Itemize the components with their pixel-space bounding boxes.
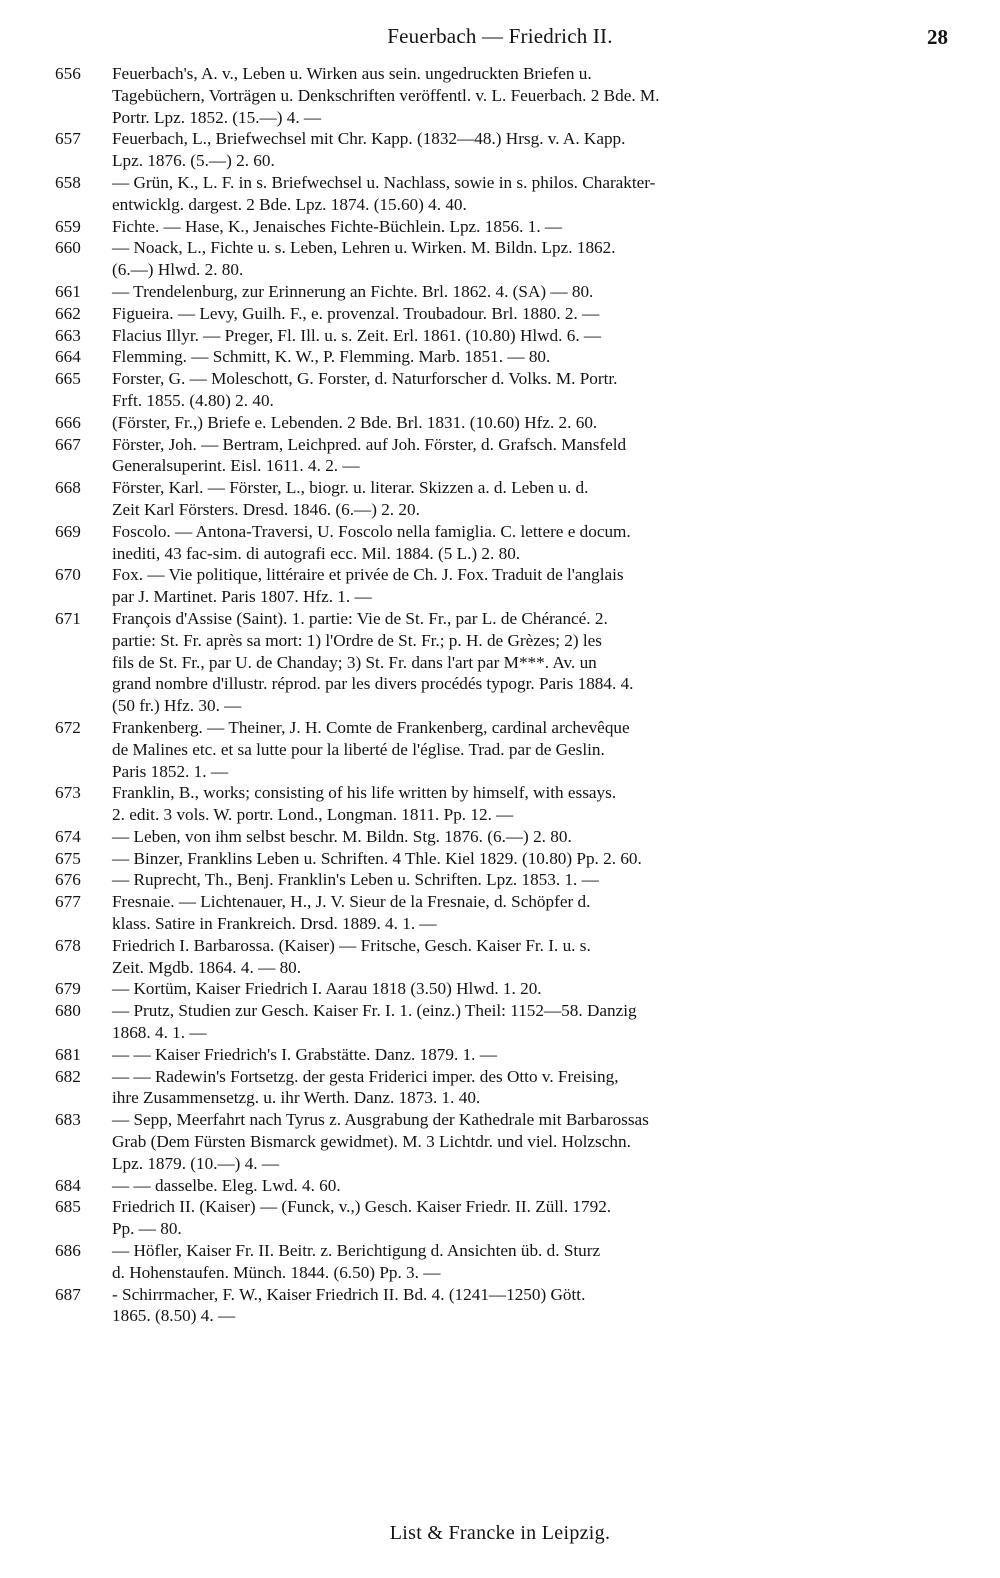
catalog-entry (55, 368, 946, 412)
entry-text-line: 1865. (8.50) 4. — (112, 1306, 236, 1326)
entry-text-line: Pp. — 80. (112, 1219, 182, 1239)
catalog-entries (0, 63, 1000, 1327)
entry-text-line: 2. edit. 3 vols. W. portr. Lond., Longman. 1811. Pp. 12. — (112, 805, 514, 825)
entry-number: 657 (55, 129, 81, 149)
entry-text-line: Fresnaie. — Lichtenauer, H., J. V. Sieur de la Fresnaie, d. Schöpfer d. (112, 892, 591, 912)
entry-text-line: (6.—) Hlwd. 2. 80. (112, 260, 244, 280)
catalog-entry (55, 935, 946, 979)
entry-text-line: fils de St. Fr., par U. de Chanday; 3) St. Fr. dans l'art par M***. Av. un (112, 652, 597, 672)
entry-text-line: Förster, Joh. — Bertram, Leichpred. auf Joh. Förster, d. Grafsch. Mansfeld (112, 434, 627, 454)
entry-text-line: Paris 1852. 1. — (112, 761, 229, 781)
entry-number: 684 (55, 1175, 81, 1195)
entry-number: 656 (55, 64, 81, 83)
catalog-entry (55, 1044, 946, 1066)
entry-text-line: — Kortüm, Kaiser Friedrich I. Aarau 1818 (3.50) Hlwd. 1. 20. (112, 979, 542, 999)
catalog-entry (55, 978, 946, 1000)
entry-number: 658 (55, 172, 81, 192)
entry-text-line: — Binzer, Franklins Leben u. Schriften. 4 Thle. Kiel 1829. (10.80) Pp. 2. 60. (112, 848, 642, 868)
entry-number: 677 (55, 892, 81, 912)
entry-text-line: Fox. — Vie politique, littéraire et privée de Ch. J. Fox. Traduit de l'anglais (112, 565, 624, 585)
catalog-entry (55, 237, 946, 281)
entry-number: 663 (55, 325, 81, 345)
entry-text-line: Generalsuperint. Eisl. 1611. 4. 2. — (112, 456, 360, 476)
entry-text-line: Zeit. Mgdb. 1864. 4. — 80. (112, 957, 302, 977)
entry-text-line: Lpz. 1876. (5.—) 2. 60. (112, 151, 275, 171)
entry-text-line: partie: St. Fr. après sa mort: 1) l'Ordre de St. Fr.; p. H. de Grèzes; 2) les (112, 630, 602, 650)
catalog-entry (55, 717, 946, 782)
entry-text-line: (Förster, Fr.,) Briefe e. Lebenden. 2 Bde. Brl. 1831. (10.60) Hfz. 2. 60. (112, 412, 598, 432)
entry-text-line: Portr. Lpz. 1852. (15.—) 4. — (112, 107, 322, 127)
entry-text-line: Forster, G. — Moleschott, G. Forster, d. Naturforscher d. Volks. M. Portr. (112, 369, 618, 389)
entry-text-line: Friedrich II. (Kaiser) — (Funck, v.,) Gesch. Kaiser Friedr. II. Züll. 1792. (112, 1197, 612, 1217)
entry-number: 670 (55, 565, 81, 585)
entry-number: 661 (55, 281, 81, 301)
entry-text-line: — Grün, K., L. F. in s. Briefwechsel u. Nachlass, sowie in s. philos. Charakter- (112, 172, 656, 192)
entry-number: 686 (55, 1241, 81, 1261)
entry-text-line: d. Hohenstaufen. Münch. 1844. (6.50) Pp. 3. — (112, 1262, 441, 1282)
entry-text-line: entwicklg. dargest. 2 Bde. Lpz. 1874. (15.60) 4. 40. (112, 194, 467, 214)
catalog-entry (55, 1066, 946, 1110)
entry-number: 679 (55, 979, 81, 999)
entry-text-line: — — Kaiser Friedrich's I. Grabstätte. Danz. 1879. 1. — (112, 1044, 497, 1064)
catalog-entry (55, 325, 946, 347)
entry-text-line: Friedrich I. Barbarossa. (Kaiser) — Fritsche, Gesch. Kaiser Fr. I. u. s. (112, 935, 591, 955)
entry-number: 685 (55, 1197, 81, 1217)
entry-text-line: — — Radewin's Fortsetzg. der gesta Friderici imper. des Otto v. Freising, (112, 1066, 619, 1086)
entry-text-line: grand nombre d'illustr. réprod. par les divers procédés typogr. Paris 1884. 4. (112, 674, 634, 694)
entry-text-line: — Ruprecht, Th., Benj. Franklin's Leben u. Schriften. Lpz. 1853. 1. — (112, 870, 599, 890)
catalog-entry (55, 63, 946, 128)
catalog-entry (55, 1284, 946, 1328)
entry-number: 674 (55, 826, 81, 846)
catalog-entry (55, 1109, 946, 1174)
entry-number: 682 (55, 1066, 81, 1086)
entry-text-line: Franklin, B., works; consisting of his life written by himself, with essays. (112, 783, 617, 803)
entry-number: 676 (55, 870, 81, 890)
entry-text-line: de Malines etc. et sa lutte pour la liberté de l'église. Trad. par de Geslin. (112, 739, 605, 759)
publisher-footer: List & Francke in Leipzig. (389, 1522, 611, 1544)
entry-text-line: Feuerbach's, A. v., Leben u. Wirken aus sein. ungedruckten Briefen u. (112, 64, 592, 83)
entry-text-line: Flemming. — Schmitt, K. W., P. Flemming. Marb. 1851. — 80. (112, 347, 551, 367)
entry-number: 675 (55, 848, 81, 868)
entry-text-line: ihre Zusammensetzg. u. ihr Werth. Danz. 1873. 1. 40. (112, 1088, 481, 1108)
catalog-entry (55, 782, 946, 826)
entry-text-line: Fichte. — Hase, K., Jenaisches Fichte-Büchlein. Lpz. 1856. 1. — (112, 216, 563, 236)
entry-number: 687 (55, 1284, 81, 1304)
catalog-entry (55, 826, 946, 848)
entry-number: 667 (55, 434, 81, 454)
entry-text-line: — — dasselbe. Eleg. Lwd. 4. 60. (112, 1175, 341, 1195)
entry-text-line: — Noack, L., Fichte u. s. Leben, Lehren u. Wirken. M. Bildn. Lpz. 1862. (112, 238, 616, 258)
catalog-entry (55, 346, 946, 368)
entry-text-line: Förster, Karl. — Förster, L., biogr. u. literar. Skizzen a. d. Leben u. d. (112, 478, 589, 498)
entry-text-line: — Leben, von ihm selbst beschr. M. Bildn. Stg. 1876. (6.—) 2. 80. (112, 826, 572, 846)
entry-number: 664 (55, 347, 81, 367)
entry-text-line: Feuerbach, L., Briefwechsel mit Chr. Kapp. (1832—48.) Hrsg. v. A. Kapp. (112, 129, 626, 149)
entry-text-line: inediti, 43 fac-sim. di autografi ecc. Mil. 1884. (5 L.) 2. 80. (112, 543, 521, 563)
entry-text-line: — Prutz, Studien zur Gesch. Kaiser Fr. I. 1. (einz.) Theil: 1152—58. Danzig (112, 1001, 637, 1021)
entry-text-line: Frft. 1855. (4.80) 2. 40. (112, 390, 274, 410)
page-number: 28 (927, 25, 948, 49)
entry-number: 660 (55, 238, 81, 258)
catalog-entry (55, 303, 946, 325)
entry-text-line: (50 fr.) Hfz. 30. — (112, 696, 242, 716)
entry-text-line: — Höfler, Kaiser Fr. II. Beitr. z. Berichtigung d. Ansichten üb. d. Sturz (112, 1241, 601, 1261)
entry-number: 668 (55, 478, 81, 498)
entry-number: 678 (55, 935, 81, 955)
entry-text-line: Grab (Dem Fürsten Bismarck gewidmet). M. 3 Lichtdr. und viel. Holzschn. (112, 1132, 631, 1152)
catalog-entry (55, 1000, 946, 1044)
entry-number: 662 (55, 303, 81, 323)
entry-text-line: Tagebüchern, Vorträgen u. Denkschriften veröffentl. v. L. Feuerbach. 2 Bde. M. (112, 85, 660, 105)
entry-text-line: Foscolo. — Antona-Traversi, U. Foscolo nella famiglia. C. lettere e docum. (112, 521, 631, 541)
entry-text-line: - Schirrmacher, F. W., Kaiser Friedrich II. Bd. 4. (1241—1250) Gött. (112, 1284, 586, 1304)
entry-number: 666 (55, 412, 81, 432)
entry-number: 672 (55, 717, 81, 737)
catalog-entry (55, 1240, 946, 1284)
entry-text-line: Flacius Illyr. — Preger, Fl. Ill. u. s. Zeit. Erl. 1861. (10.80) Hlwd. 6. — (112, 325, 602, 345)
catalog-entry (55, 608, 946, 717)
catalog-entry (55, 477, 946, 521)
catalog-entry (55, 434, 946, 478)
entry-text-line: par J. Martinet. Paris 1807. Hfz. 1. — (112, 587, 372, 607)
running-title: Feuerbach — Friedrich II. (387, 24, 613, 48)
entry-text-line: Zeit Karl Försters. Dresd. 1846. (6.—) 2. 20. (112, 499, 420, 519)
catalog-entry (55, 1196, 946, 1240)
entry-number: 680 (55, 1001, 81, 1021)
entry-text-line: — Sepp, Meerfahrt nach Tyrus z. Ausgrabung der Kathedrale mit Barbarossas (112, 1110, 649, 1130)
catalog-entry (55, 128, 946, 172)
catalog-entry (55, 1175, 946, 1197)
entry-text-line: Figueira. — Levy, Guilh. F., e. provenzal. Troubadour. Brl. 1880. 2. — (112, 303, 600, 323)
entry-text-line: — Trendelenburg, zur Erinnerung an Fichte. Brl. 1862. 4. (SA) — 80. (112, 281, 594, 301)
entry-text-line: François d'Assise (Saint). 1. partie: Vie de St. Fr., par L. de Chérancé. 2. (112, 608, 608, 628)
catalog-entry (55, 521, 946, 565)
entry-text-line: Lpz. 1879. (10.—) 4. — (112, 1153, 280, 1173)
entry-text-line: 1868. 4. 1. — (112, 1023, 207, 1043)
entry-number: 681 (55, 1044, 81, 1064)
catalog-entry (55, 564, 946, 608)
catalog-entry (55, 869, 946, 891)
entry-number: 659 (55, 216, 81, 236)
entry-number: 673 (55, 783, 81, 803)
entry-text-line: klass. Satire in Frankreich. Drsd. 1889. 4. 1. — (112, 914, 437, 934)
catalog-entry (55, 891, 946, 935)
catalog-entry (55, 172, 946, 216)
catalog-entry (55, 281, 946, 303)
page-header (0, 24, 1000, 54)
entry-number: 669 (55, 521, 81, 541)
catalog-entry (55, 412, 946, 434)
entry-number: 683 (55, 1110, 81, 1130)
catalog-entry (55, 848, 946, 870)
entry-text-line: Frankenberg. — Theiner, J. H. Comte de Frankenberg, cardinal archevêque (112, 717, 630, 737)
entry-number: 665 (55, 369, 81, 389)
entry-number: 671 (55, 608, 81, 628)
catalog-entry (55, 216, 946, 238)
